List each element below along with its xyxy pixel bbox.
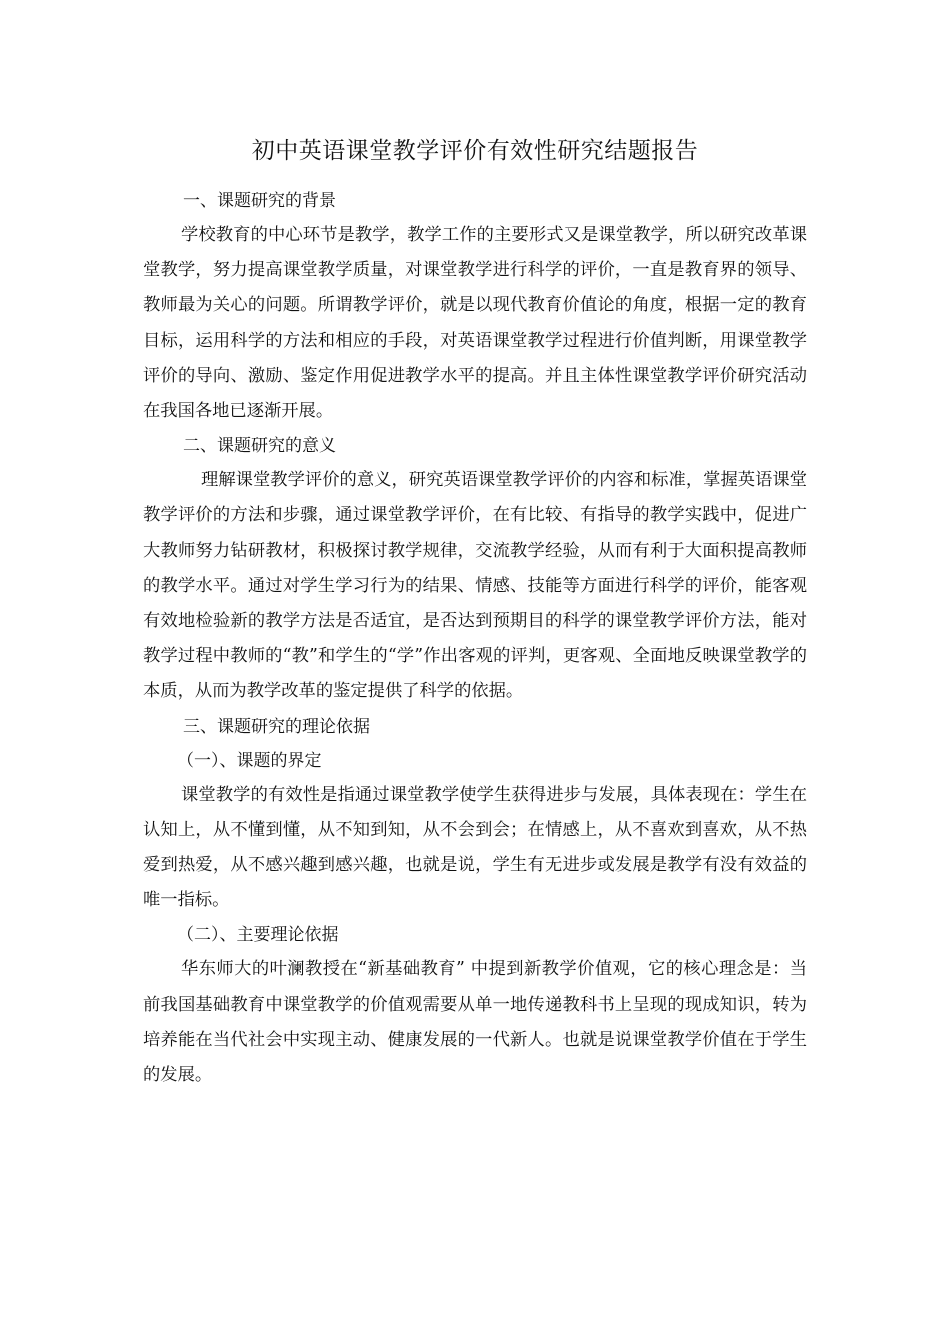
paragraph-background: 学校教育的中心环节是教学，教学工作的主要形式又是课堂教学，所以研究改革课堂教学，努力提高课堂教学质量，对课堂教学进行科学的评价，一直是教育界的领导、教师最为关心的问题。所谓教学评价，就是以现代教育价值论的角度，根据一定的教育目标，运用科学的方法和相应的手段，对英语课堂教学过程进行价值判断，用课堂教学评价的导向、激励、鉴定作用促进教学水平的提高。并且主体性课堂教学评价研究活动在我国各地已逐渐开展。: [143, 225, 807, 422]
section-heading-significance: 二、课题研究的意义: [183, 436, 336, 457]
subsection-heading-definition: （一）、课题的界定: [177, 750, 322, 771]
subsection-heading-main-theory: （二）、主要理论依据: [177, 925, 339, 946]
section-heading-background: 一、课题研究的背景: [183, 191, 336, 211]
document-body: [143, 128, 807, 1093]
document-title: 初中英语课堂教学评价有效性研究结题报告: [251, 138, 699, 164]
section-heading-theory: 三、课题研究的理论依据: [183, 716, 370, 737]
paragraph-main-theory: 华东师大的叶澜教授在“新基础教育” 中提到新教学价值观，它的核心理念是：当前我国基础教育中课堂教学的价值观需要从单一地传递教科书上呈现的现成知识，转为培养能在当代社会中实现主动、健康发展的一代新人。也就是说课堂教学价值在于学生的发展。: [143, 959, 807, 1086]
paragraph-significance: 理解课堂教学评价的意义，研究英语课堂教学评价的内容和标准，掌握英语课堂教学评价的方法和步骤，通过课堂教学评价，在有比较、有指导的教学实践中，促进广大教师努力钻研教材，积极探讨教学规律，交流教学经验，从而有利于大面积提高教师的教学水平。通过对学生学习行为的结果、情感、技能等方面进行科学的评价，能客观有效地检验新的教学方法是否适宜，是否达到预期目的科学的课堂教学评价方法，能对教学过程中教师的“教”和学生的“学”作出客观的评判，更客观、全面地反映课堂教学的本质，从而为教学改革的鉴定提供了科学的依据。: [143, 470, 807, 702]
paragraph-definition: 课堂教学的有效性是指通过课堂教学使学生获得进步与发展，具体表现在：学生在认知上，从不懂到懂，从不知到知，从不会到会；在情感上，从不喜欢到喜欢，从不热爱到热爱，从不感兴趣到感兴趣，也就是说，学生有无进步或发展是教学有没有效益的唯一指标。: [143, 784, 807, 911]
